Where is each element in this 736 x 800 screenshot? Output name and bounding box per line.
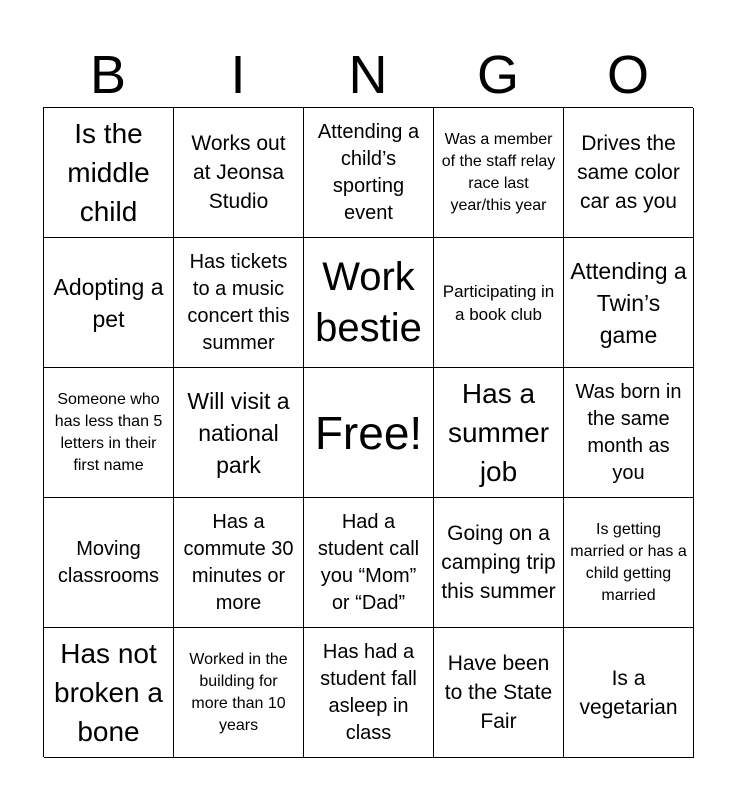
cell-text: Had a student call you “Mom” or “Dad” — [317, 510, 420, 614]
bingo-cell[interactable] — [304, 108, 434, 238]
cell-text: Is the middle child — [67, 118, 150, 227]
bingo-grid — [43, 107, 693, 757]
cell-text: Is a vegetarian — [579, 666, 678, 719]
bingo-cell[interactable] — [304, 498, 434, 628]
bingo-cell free-space[interactable] — [304, 368, 434, 498]
bingo-cell[interactable] — [434, 628, 564, 758]
bingo-cell[interactable] — [44, 368, 174, 498]
cell-text: Moving classrooms — [57, 537, 160, 587]
bingo-cell[interactable] — [304, 238, 434, 368]
cell-text: Will visit a national park — [187, 387, 290, 478]
bingo-cell[interactable] — [174, 108, 304, 238]
header-letter-n: N — [348, 45, 388, 105]
bingo-cell[interactable] — [174, 628, 304, 758]
cell-text: Has a commute 30 minutes or more — [183, 510, 294, 614]
bingo-cell[interactable] — [564, 238, 694, 368]
bingo-header — [43, 44, 693, 106]
bingo-cell[interactable] — [564, 498, 694, 628]
cell-text: Drives the same color car as you — [577, 132, 680, 213]
header-letter-b: B — [89, 45, 127, 105]
bingo-cell[interactable] — [44, 238, 174, 368]
bingo-cell[interactable] — [564, 628, 694, 758]
cell-text: Has a summer job — [447, 378, 550, 487]
header-letter-i: I — [230, 45, 246, 105]
bingo-cell[interactable] — [564, 368, 694, 498]
bingo-cell[interactable] — [44, 108, 174, 238]
cell-text: Worked in the building for more than 10 years — [189, 650, 288, 734]
bingo-cell[interactable] — [434, 238, 564, 368]
cell-text: Has had a student fall asleep in class — [320, 640, 417, 744]
cell-text: Have been to the State Fair — [444, 652, 553, 733]
cell-text: Attending a child’s sporting event — [317, 120, 420, 224]
free-space-text: Free! — [314, 406, 423, 459]
cell-text: Attending a Twin’s game — [570, 257, 687, 348]
cell-text: Adopting a pet — [53, 273, 164, 332]
cell-text: Was a member of the staff relay race last year/this year — [441, 130, 556, 214]
cell-text: Going on a camping trip this summer — [441, 522, 556, 603]
bingo-cell[interactable] — [44, 628, 174, 758]
cell-text: Participating in a book club — [442, 281, 555, 324]
header-letter-g: G — [476, 45, 519, 105]
bingo-cell[interactable] — [174, 368, 304, 498]
cell-text: Works out at Jeonsa Studio — [191, 132, 286, 213]
bingo-cell[interactable] — [434, 368, 564, 498]
cell-text: Work bestie — [315, 254, 422, 350]
bingo-cell[interactable] — [44, 498, 174, 628]
cell-text: Someone who has less than 5 letters in their first name — [54, 390, 163, 474]
cell-text: Has tickets to a music concert this summer — [187, 250, 290, 354]
cell-text: Is getting married or has a child getting married — [570, 520, 687, 604]
header-letter-o: O — [606, 45, 649, 105]
cell-text: Has not broken a bone — [54, 638, 163, 747]
bingo-cell[interactable] — [564, 108, 694, 238]
cell-text: Was born in the same month as you — [575, 380, 682, 484]
bingo-cell[interactable] — [304, 628, 434, 758]
bingo-cell[interactable] — [434, 498, 564, 628]
bingo-cell[interactable] — [174, 238, 304, 368]
bingo-cell[interactable] — [174, 498, 304, 628]
bingo-cell[interactable] — [434, 108, 564, 238]
